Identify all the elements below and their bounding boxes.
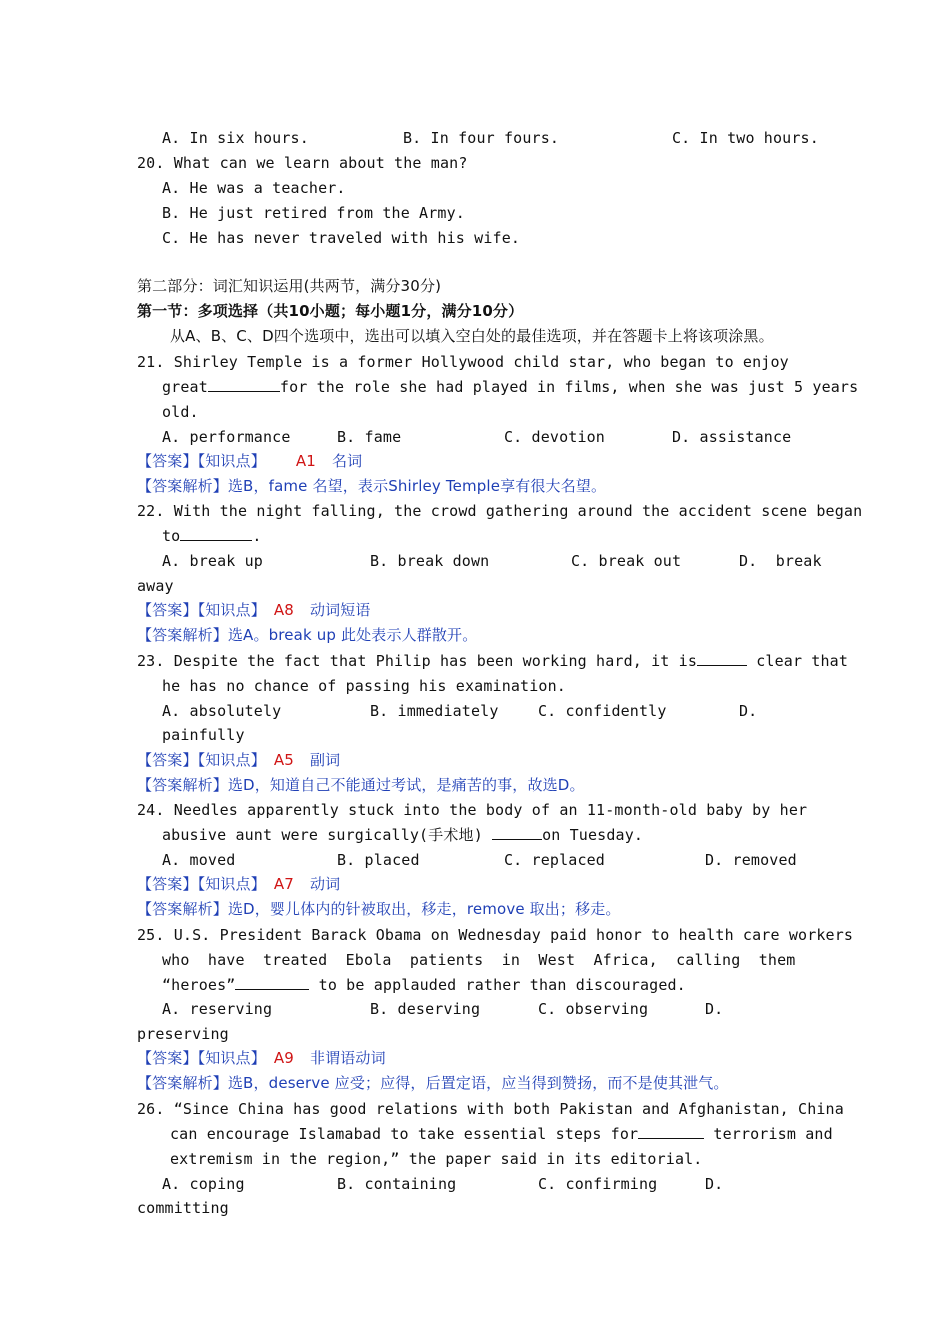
blank: [638, 1124, 704, 1139]
part2-title: 第二部分：词汇知识运用(共两节，满分30分): [137, 277, 442, 295]
q23-answer: 【答案】【知识点】 A5 副词: [137, 751, 341, 769]
q21-option-a: A. performance: [162, 428, 291, 446]
q26-line1: 26. “Since China has good relations with both Pakistan and Afghanistan, China: [137, 1100, 844, 1118]
q25-option-a: A. reserving: [162, 1000, 273, 1018]
q20-stem: 20. What can we learn about the man?: [137, 154, 468, 172]
q21-line1: 21. Shirley Temple is a former Hollywood child star, who began to enjoy: [137, 353, 789, 371]
q21-option-d: D. assistance: [672, 428, 792, 446]
q19-option-c: C. In two hours.: [672, 129, 819, 147]
section1-instruction: 从A、B、C、D四个选项中，选出可以填入空白处的最佳选项，并在答题卡上将该项涂黑。: [170, 327, 774, 345]
q24-option-c: C. replaced: [504, 851, 605, 869]
q24-analysis: 【答案解析】选D，婴儿体内的针被取出，移走，remove 取出；移走。: [137, 900, 621, 918]
q23-option-b: B. immediately: [370, 702, 499, 720]
blank: [235, 975, 309, 990]
q26-line2: can encourage Islamabad to take essential steps for terrorism and: [170, 1125, 833, 1143]
blank: [208, 377, 280, 392]
q20-option-c: C. He has never traveled with his wife.: [162, 229, 521, 247]
q25-option-d-wrap: preserving: [137, 1025, 229, 1043]
q21-analysis: 【答案解析】选B，fame 名望，表示Shirley Temple享有很大名望。: [137, 477, 607, 495]
blank: [697, 651, 747, 666]
q25-option-b: B. deserving: [370, 1000, 481, 1018]
q26-option-c: C. confirming: [538, 1175, 658, 1193]
q23-line2: he has no chance of passing his examination.: [162, 677, 566, 695]
q23-option-a: A. absolutely: [162, 702, 282, 720]
q25-analysis: 【答案解析】选B，deserve 应受；应得，后置定语，应当得到赞扬，而不是使其泄气。: [137, 1074, 729, 1092]
q25-line1: 25. U.S. President Barack Obama on Wednesday paid honor to health care workers: [137, 926, 854, 944]
q20-option-b: B. He just retired from the Army.: [162, 204, 465, 222]
q26-option-a: A. coping: [162, 1175, 245, 1193]
q23-option-d-wrap: painfully: [162, 726, 245, 744]
q21-option-b: B. fame: [337, 428, 402, 446]
q24-option-d: D. removed: [705, 851, 797, 869]
q23-analysis: 【答案解析】选D，知道自己不能通过考试，是痛苦的事，故选D。: [137, 776, 585, 794]
q24-option-a: A. moved: [162, 851, 236, 869]
q19-option-a: A. In six hours.: [162, 129, 309, 147]
q21-answer: 【答案】【知识点】 A1 名词: [137, 452, 363, 470]
q24-answer: 【答案】【知识点】 A7 动词: [137, 875, 341, 893]
q22-analysis: 【答案解析】选A。break up 此处表示人群散开。: [137, 626, 478, 644]
q19-option-b: B. In four fours.: [403, 129, 560, 147]
q25-answer: 【答案】【知识点】 A9 非谓语动词: [137, 1049, 386, 1067]
q20-option-a: A. He was a teacher.: [162, 179, 346, 197]
q22-option-d-wrap: away: [137, 577, 174, 595]
q25-option-d: D.: [705, 1000, 724, 1018]
q26-line3: extremism in the region,” the paper said in its editorial.: [170, 1150, 703, 1168]
q26-option-b: B. containing: [337, 1175, 457, 1193]
blank: [492, 825, 542, 840]
q23-option-c: C. confidently: [538, 702, 667, 720]
q22-option-d: D. break: [739, 552, 822, 570]
q22-option-b: B. break down: [370, 552, 490, 570]
q24-option-b: B. placed: [337, 851, 420, 869]
q21-option-c: C. devotion: [504, 428, 605, 446]
q26-option-d-wrap: committing: [137, 1199, 229, 1217]
q22-line2: to .: [162, 527, 262, 545]
q22-option-a: A. break up: [162, 552, 263, 570]
q24-line2: abusive aunt were surgically(手术地) on Tuesday.: [162, 826, 644, 844]
q26-option-d: D.: [705, 1175, 724, 1193]
q25-option-c: C. observing: [538, 1000, 649, 1018]
section1-title: 第一节：多项选择（共10小题；每小题1分，满分10分）: [137, 302, 524, 320]
q24-line1: 24. Needles apparently stuck into the body of an 11-month-old baby by her: [137, 801, 808, 819]
q22-answer: 【答案】【知识点】 A8 动词短语: [137, 601, 371, 619]
q21-line2: great for the role she had played in films, when she was just 5 years: [162, 378, 859, 396]
q21-line3: old.: [162, 403, 199, 421]
q25-line3: “heroes” to be applauded rather than discouraged.: [162, 976, 686, 994]
q22-option-c: C. break out: [571, 552, 682, 570]
q23-option-d: D.: [739, 702, 758, 720]
q22-line1: 22. With the night falling, the crowd gathering around the accident scene began: [137, 502, 863, 520]
blank: [180, 526, 252, 541]
q25-line2: who have treated Ebola patients in West Africa, calling them: [162, 951, 796, 969]
q23-line1: 23. Despite the fact that Philip has been working hard, it is clear that: [137, 652, 849, 670]
